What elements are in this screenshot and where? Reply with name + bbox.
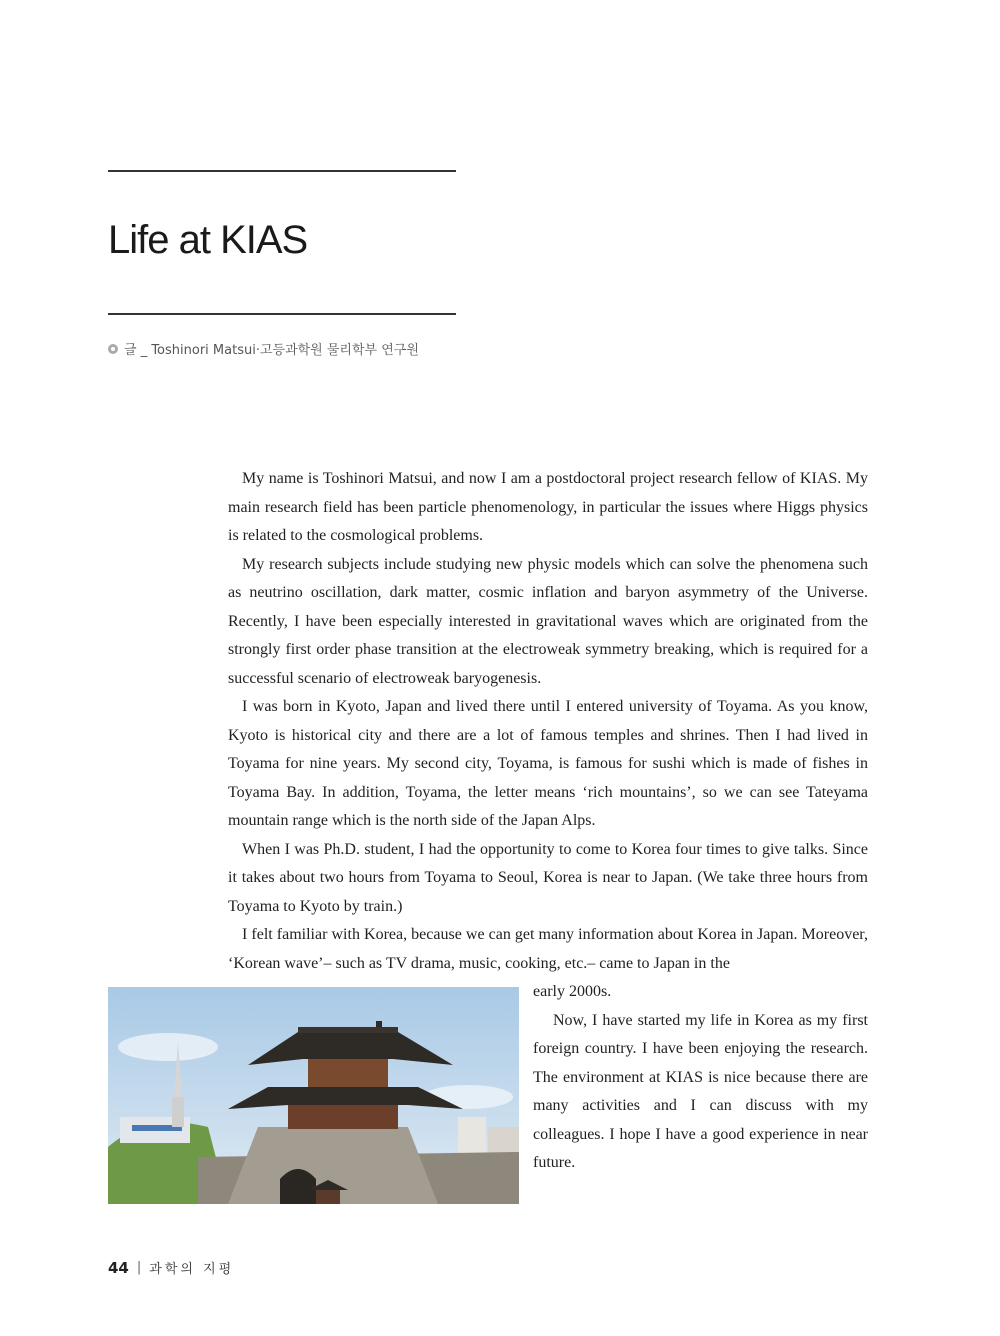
paragraph: My name is Toshinori Matsui, and now I am a postdoctoral project research fellow of KIAS. My main research field has been particle phenomenology, in particular the issues where Higgs physics is related to the cosmological problems. (228, 470, 868, 544)
author-byline (108, 339, 419, 358)
fortress-gate-photo (108, 987, 519, 1204)
footer-separator: | (136, 1260, 142, 1275)
circle-bullet-icon (108, 344, 118, 354)
right-column-text (533, 978, 868, 1178)
gate-illustration (108, 987, 519, 1204)
title-top-rule (108, 170, 456, 172)
article-body (228, 465, 868, 978)
byline-text: 글 _ Toshinori Matsui·고등과학원 물리학부 연구원 (124, 343, 419, 358)
page-footer (108, 1258, 234, 1277)
title-bottom-rule (108, 313, 456, 315)
magazine-title: 과학의 지평 (149, 1262, 235, 1277)
paragraph: I felt familiar with Korea, because we can get many information about Korea in Japan. Moreover, ‘Korean wave’– such as TV drama, music, cooking, etc.– came to Japan in the (228, 926, 868, 972)
paragraph: Now, I have started my life in Korea as my first foreign country. I have been enjoying the research. The environment at KIAS is nice because there are many activities and I can discuss with my colleagues. I hope I have a good experience in near future. (533, 1011, 868, 1171)
paragraph: My research subjects include studying new physic models which can solve the phenomena such as neutrino oscillation, dark matter, cosmic inflation and baryon asymmetry of the Universe. Recently, I have been especially interested in gravitational waves which are originated from the strongly first order phase transition at the electroweak symmetry breaking, which is required for a successful scenario of electroweak baryogenesis. (228, 555, 868, 687)
paragraph-continuation: early 2000s. (533, 983, 612, 1000)
page-number: 44 (108, 1258, 129, 1277)
paragraph: When I was Ph.D. student, I had the opportunity to come to Korea four times to give talks. Since it takes about two hours from Toyama to Seoul, Korea is near to Japan. (We take three hours from Toyama to Kyoto by train.) (228, 840, 868, 915)
article-title: Life at KIAS (108, 218, 308, 262)
paragraph: I was born in Kyoto, Japan and lived there until I entered university of Toyama. As you know, Kyoto is historical city and there are a lot of famous temples and shrines. Then I had lived in Toyama for nine years. My second city, Toyama, is famous for sushi which is made of fishes in Toyama Bay. In addition, Toyama, the letter means ‘rich mountains’, so we can see Tateyama mountain range which is the north side of the Japan Alps. (228, 698, 868, 829)
